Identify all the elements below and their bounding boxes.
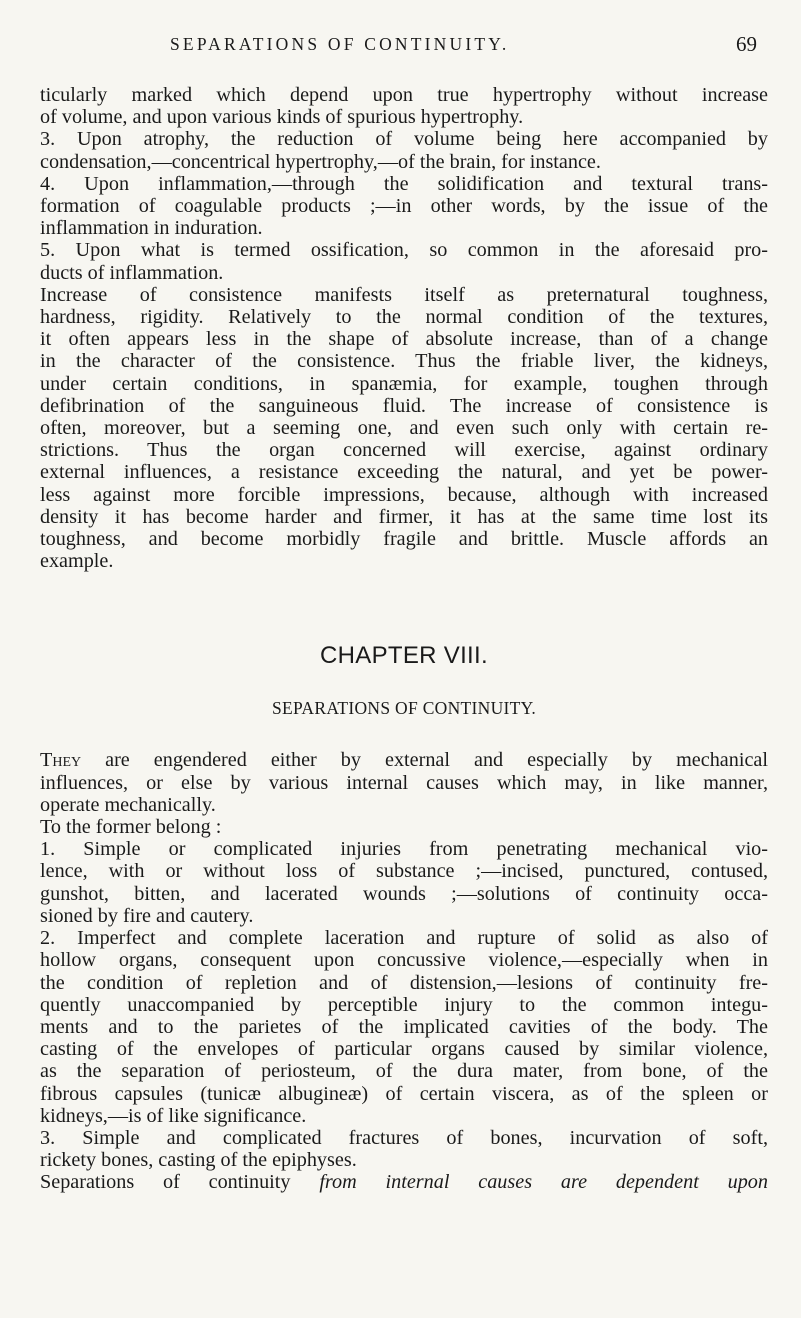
chapter-subtitle: SEPARATIONS OF CONTINUITY. — [271, 698, 537, 719]
text-line: quently unaccompanied by perceptible injury to the common integu- — [40, 993, 768, 1016]
text-line: inflammation in induration. — [40, 217, 263, 240]
text-line: kidneys,—is of like significance. — [40, 1104, 307, 1127]
text-line: strictions. Thus the organ concerned will exercise, against ordinary — [40, 439, 768, 462]
chapter-title: CHAPTER VIII. — [320, 642, 488, 670]
text-line-closing — [40, 1171, 768, 1193]
text-line: in the character of the consistence. Thus the friable liver, the kidneys, — [40, 350, 768, 373]
text-line: 3. Simple and complicated fractures of bones, incurvation of soft, — [40, 1126, 768, 1149]
text-line: sioned by fire and cautery. — [40, 904, 254, 927]
text-line: as the separation of periosteum, of the dura mater, from bone, of the — [40, 1060, 768, 1083]
text-line: the condition of repletion and of distension,—lesions of continuity fre- — [40, 971, 768, 994]
text-line: rickety bones, casting of the epiphyses. — [40, 1149, 357, 1172]
text-line: hollow organs, consequent upon concussive violence,—especially when in — [40, 949, 768, 972]
text-line: condensation,—concentrical hypertrophy,—of the brain, for instance. — [40, 150, 601, 173]
text-line: lence, with or without loss of substance ;—incised, punctured, contused, — [40, 860, 768, 883]
text-line: hardness, rigidity. Relatively to the normal condition of the textures, — [40, 306, 768, 329]
body-text — [40, 84, 768, 1194]
text-line: less against more forcible impressions, because, although with increased — [40, 483, 768, 506]
text-line: gunshot, bitten, and lacerated wounds ;—solutions of continuity occa- — [40, 882, 768, 905]
text-line: 1. Simple or complicated injuries from penetrating mechanical vio- — [40, 838, 768, 861]
text-line: influences, or else by various internal causes which may, in like manner, — [40, 771, 768, 794]
text-line: 5. Upon what is termed ossification, so common in the aforesaid pro- — [40, 239, 768, 262]
text-line: defibrination of the sanguineous fluid. The increase of consistence is — [40, 394, 768, 417]
text-line: ducts of inflammation. — [40, 261, 224, 284]
text-line: 2. Imperfect and complete laceration and rupture of solid as also of — [40, 927, 768, 950]
page-number: 69 — [736, 32, 757, 56]
text-line: 4. Upon inflammation,—through the solidification and textural trans- — [40, 172, 768, 195]
text-line: density it has become harder and firmer, it has at the same time lost its — [40, 505, 768, 528]
running-head — [0, 34, 801, 64]
text-line: To the former belong : — [40, 816, 222, 839]
text-line: fibrous capsules (tunicæ albugineæ) of certain viscera, as of the spleen or — [40, 1082, 768, 1105]
text-line: ticularly marked which depend upon true hypertrophy without increase — [40, 84, 768, 106]
closing-line-plain: Separations of continuity — [40, 1171, 320, 1194]
text-line: toughness, and become morbidly fragile and brittle. Muscle affords an — [40, 528, 768, 551]
text-line: operate mechanically. — [40, 793, 216, 816]
text-line: external influences, a resistance exceeding the natural, and yet be power- — [40, 461, 768, 484]
text-line: Increase of consistence manifests itself as preternatural toughness, — [40, 283, 768, 306]
text-line: of volume, and upon various kinds of spurious hypertrophy. — [40, 106, 524, 129]
opening-word: They — [40, 749, 82, 772]
opening-line-rest: are engendered either by external and especially by mechanical — [81, 749, 768, 772]
text-line: casting of the envelopes of particular organs caused by similar violence, — [40, 1038, 768, 1061]
text-line: formation of coagulable products ;—in other words, by the issue of the — [40, 195, 768, 218]
text-line: it often appears less in the shape of absolute increase, than of a change — [40, 328, 768, 351]
text-line: example. — [40, 550, 114, 573]
text-line: under certain conditions, in spanæmia, for example, toughen through — [40, 372, 768, 395]
text-line: often, moreover, but a seeming one, and even such only with certain re- — [40, 417, 768, 440]
text-line: ments and to the parietes of the implicated cavities of the body. The — [40, 1015, 768, 1038]
text-line: 3. Upon atrophy, the reduction of volume being here accompanied by — [40, 128, 768, 151]
closing-line-italic: from internal causes are dependent upon — [319, 1171, 768, 1194]
text-line-opening — [40, 749, 768, 771]
running-title: SEPARATIONS OF CONTINUITY. — [170, 34, 510, 54]
